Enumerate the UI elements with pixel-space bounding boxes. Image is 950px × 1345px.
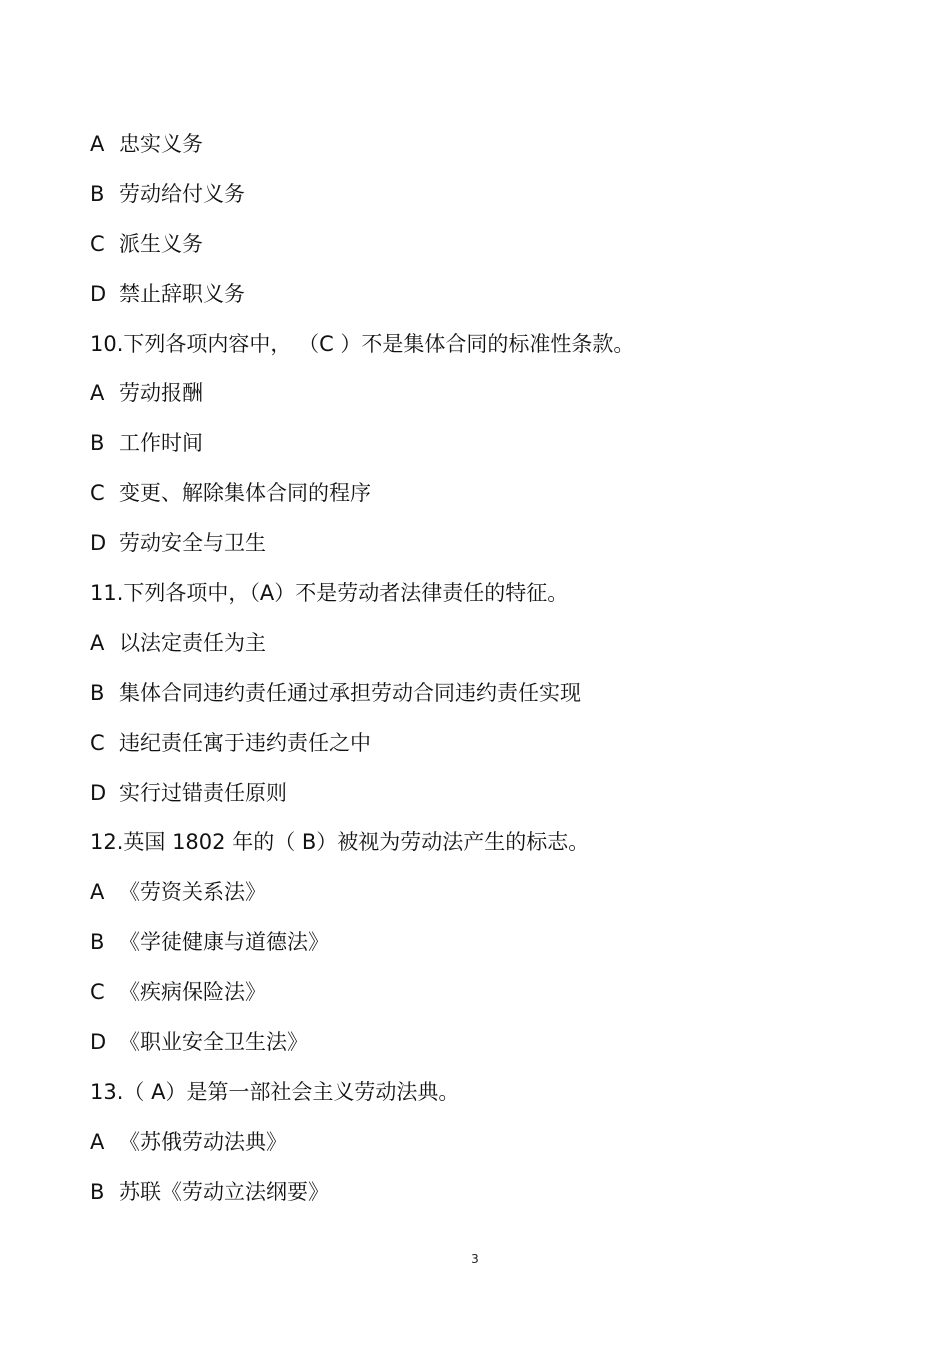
question-line: [90, 326, 910, 376]
option-text: 工作时间: [119, 431, 203, 456]
option-text: 劳动给付义务: [119, 181, 245, 206]
option-text: 派生义务: [119, 231, 203, 256]
option-letter: C: [90, 481, 105, 506]
question-list: [90, 126, 910, 1224]
option-letter: A: [90, 880, 105, 905]
option-text: 劳动报酬: [119, 381, 203, 406]
option-line: [90, 525, 910, 575]
option-text: 《职业安全卫生法》: [119, 1030, 308, 1055]
option-letter: B: [90, 930, 105, 955]
question-line: [90, 1074, 910, 1124]
option-line: [90, 1174, 910, 1224]
option-text: 《苏俄劳动法典》: [119, 1129, 287, 1154]
option-text: 违纪责任寓于违约责任之中: [119, 730, 371, 755]
question-text: 11.下列各项中，（A）不是劳动者法律责任的特征。: [90, 581, 569, 606]
option-text: 实行过错责任原则: [119, 780, 287, 805]
option-line: [90, 775, 910, 825]
option-line: [90, 276, 910, 326]
question-line: [90, 824, 910, 874]
option-letter: B: [90, 431, 105, 456]
page-number: 3: [471, 1252, 479, 1266]
option-line: [90, 226, 910, 276]
option-text: 禁止辞职义务: [119, 281, 245, 306]
option-text: 忠实义务: [119, 132, 203, 156]
option-letter: C: [90, 980, 105, 1005]
question-text: 12.英国 1802 年的（ B）被视为劳动法产生的标志。: [90, 830, 590, 855]
option-text: 变更、解除集体合同的程序: [119, 481, 371, 506]
question-text: 10.下列各项内容中， （C ）不是集体合同的标准性条款。: [90, 331, 635, 356]
option-letter: B: [90, 181, 105, 206]
option-letter: D: [90, 780, 107, 805]
option-text: 《劳资关系法》: [119, 880, 266, 905]
option-line: [90, 1024, 910, 1074]
option-line: [90, 375, 910, 425]
option-line: [90, 625, 910, 675]
option-text: 以法定责任为主: [119, 630, 266, 655]
option-letter: C: [90, 730, 105, 755]
option-line: [90, 475, 910, 525]
option-letter: A: [90, 1129, 105, 1154]
option-letter: D: [90, 1030, 107, 1055]
option-line: [90, 425, 910, 475]
option-text: 劳动安全与卫生: [119, 531, 266, 556]
option-letter: A: [90, 630, 105, 655]
option-line: [90, 126, 910, 176]
option-text: 《学徒健康与道德法》: [119, 930, 329, 955]
option-line: [90, 1124, 910, 1174]
option-letter: B: [90, 1179, 105, 1204]
option-letter: D: [90, 281, 107, 306]
option-letter: B: [90, 680, 105, 705]
option-text: 集体合同违约责任通过承担劳动合同违约责任实现: [119, 680, 581, 705]
option-letter: D: [90, 531, 107, 556]
option-line: [90, 924, 910, 974]
option-line: [90, 176, 910, 226]
option-line: [90, 675, 910, 725]
option-line: [90, 974, 910, 1024]
option-line: [90, 725, 910, 775]
question-text: 13.（ A）是第一部社会主义劳动法典。: [90, 1079, 460, 1104]
option-line: [90, 874, 910, 924]
option-letter: A: [90, 132, 105, 156]
option-letter: C: [90, 231, 105, 256]
option-text: 《疾病保险法》: [119, 980, 266, 1005]
question-line: [90, 575, 910, 625]
option-letter: A: [90, 381, 105, 406]
option-text: 苏联《劳动立法纲要》: [119, 1179, 329, 1204]
